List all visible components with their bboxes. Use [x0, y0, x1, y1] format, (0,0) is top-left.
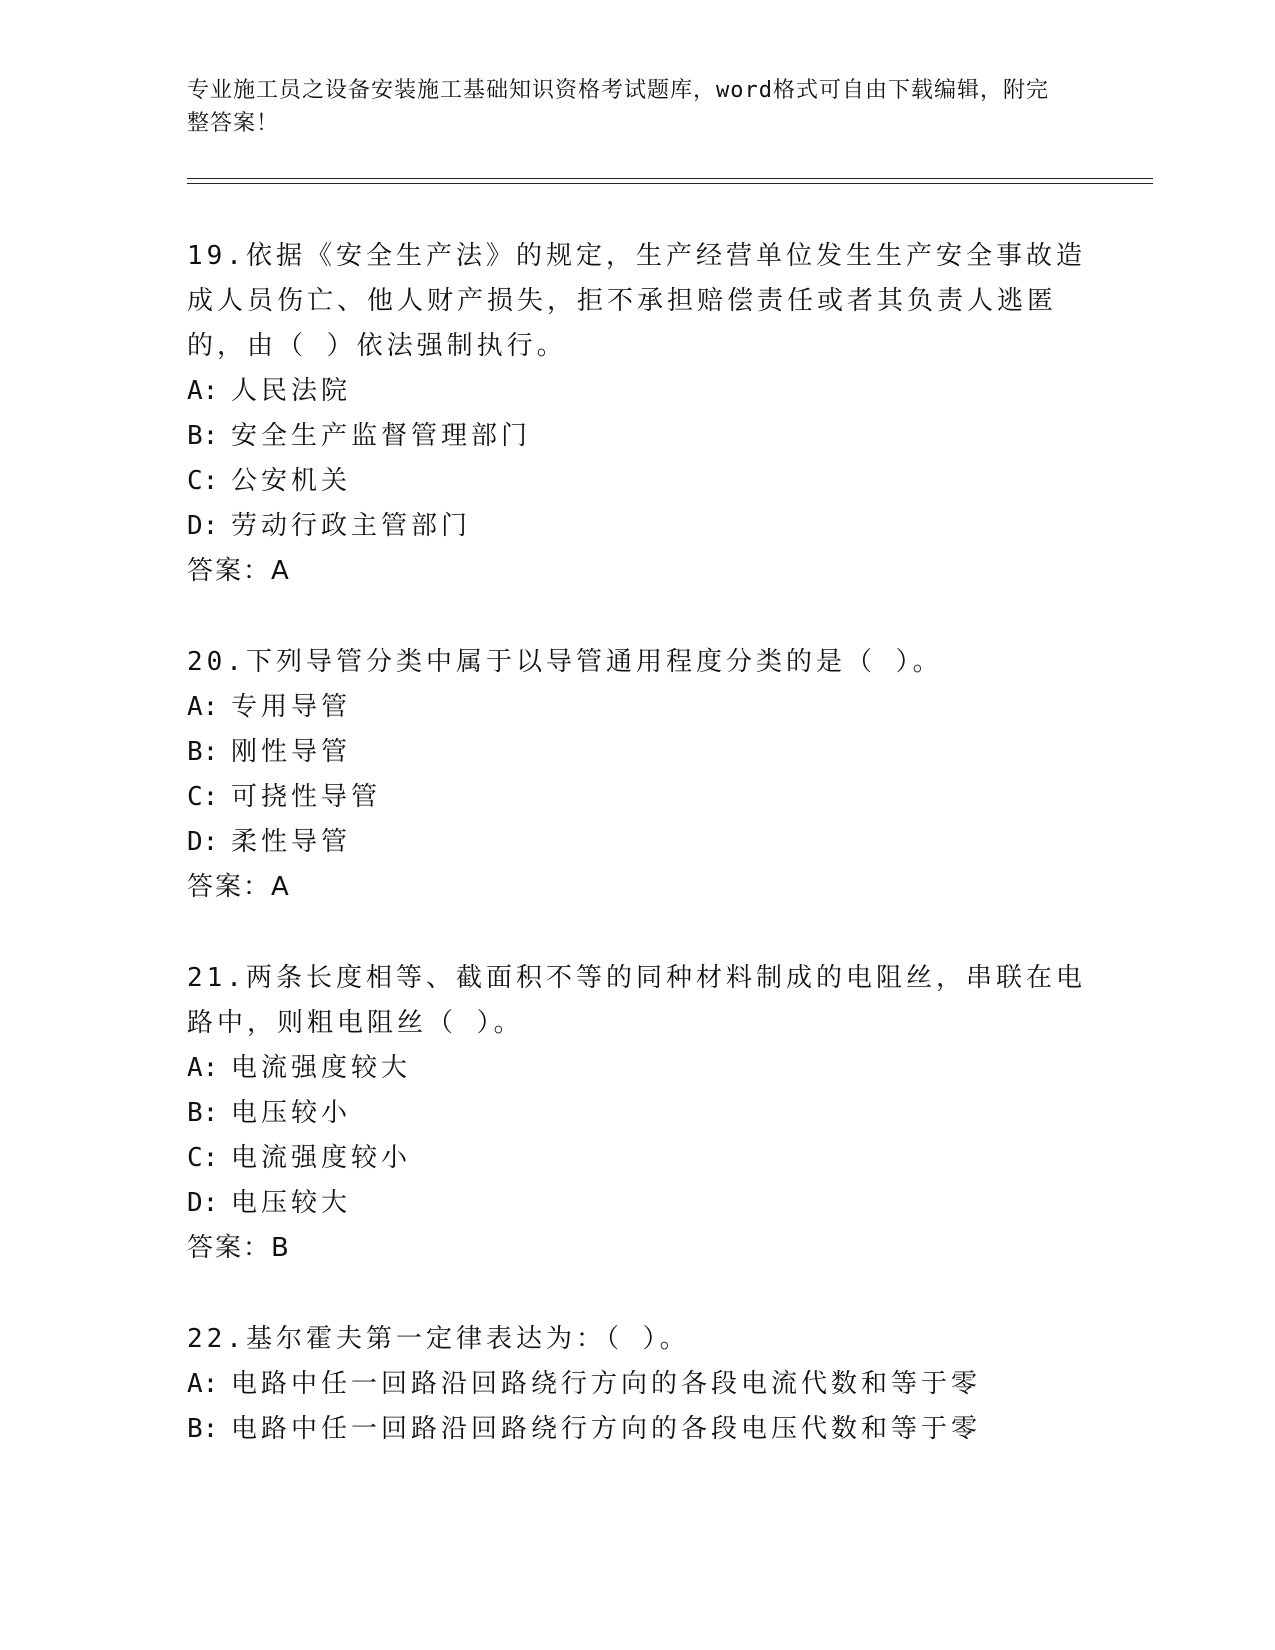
option-label: B:: [187, 1414, 219, 1444]
option-c: [187, 1136, 1127, 1181]
question-19: [187, 234, 1127, 594]
option-b: [187, 414, 1127, 459]
option-label: B:: [187, 1098, 219, 1128]
option-label: B:: [187, 737, 219, 767]
answer-line: 答案：A: [187, 872, 291, 902]
option-label: A:: [187, 692, 219, 722]
question-stem: 21.两条长度相等、截面积不等的同种材料制成的电阻丝，串联在电路中，则粗电阻丝（ ）。: [187, 963, 1086, 1038]
option-text: 柔性导管: [231, 827, 352, 857]
option-text: 人民法院: [231, 376, 352, 406]
page-header: 专业施工员之设备安装施工基础知识资格考试题库，word格式可自由下载编辑，附完整答案！: [187, 78, 1049, 136]
option-a: [187, 369, 1127, 414]
question-stem: 20.下列导管分类中属于以导管通用程度分类的是（ ）。: [187, 647, 943, 677]
option-c: [187, 775, 1127, 820]
option-text: 电流强度较大: [231, 1053, 412, 1083]
option-label: D:: [187, 827, 219, 857]
question-list: [187, 234, 1127, 1498]
option-b: [187, 730, 1127, 775]
option-c: [187, 459, 1127, 504]
header-divider: [187, 178, 1153, 184]
option-label: D:: [187, 1188, 219, 1218]
option-d: [187, 820, 1127, 865]
option-label: C:: [187, 782, 219, 812]
option-b: [187, 1407, 1127, 1452]
question-22: [187, 1317, 1127, 1452]
option-text: 劳动行政主管部门: [231, 511, 472, 541]
option-label: A:: [187, 376, 219, 406]
option-text: 刚性导管: [231, 737, 352, 767]
option-text: 电压较小: [231, 1098, 352, 1128]
option-text: 电压较大: [231, 1188, 352, 1218]
option-text: 公安机关: [231, 466, 352, 496]
option-label: A:: [187, 1053, 219, 1083]
option-label: D:: [187, 511, 219, 541]
option-text: 安全生产监督管理部门: [231, 421, 532, 451]
option-label: A:: [187, 1369, 219, 1399]
question-stem: 22.基尔霍夫第一定律表达为：（ ）。: [187, 1324, 690, 1354]
answer-line: 答案：B: [187, 1233, 291, 1263]
option-label: C:: [187, 466, 219, 496]
question-21: [187, 956, 1127, 1271]
option-text: 电路中任一回路沿回路绕行方向的各段电流代数和等于零: [231, 1369, 982, 1399]
question-20: [187, 640, 1127, 910]
answer-line: 答案：A: [187, 556, 291, 586]
option-text: 专用导管: [231, 692, 352, 722]
option-text: 可挠性导管: [231, 782, 382, 812]
option-d: [187, 504, 1127, 549]
option-d: [187, 1181, 1127, 1226]
option-text: 电路中任一回路沿回路绕行方向的各段电压代数和等于零: [231, 1414, 982, 1444]
option-label: B:: [187, 421, 219, 451]
question-stem: 19.依据《安全生产法》的规定，生产经营单位发生生产安全事故造成人员伤亡、他人财产损失，拒不承担赔偿责任或者其负责人逃匿的，由（ ）依法强制执行。: [187, 241, 1086, 361]
option-b: [187, 1091, 1127, 1136]
option-label: C:: [187, 1143, 219, 1173]
option-a: [187, 1046, 1127, 1091]
option-text: 电流强度较小: [231, 1143, 412, 1173]
option-a: [187, 1362, 1127, 1407]
option-a: [187, 685, 1127, 730]
